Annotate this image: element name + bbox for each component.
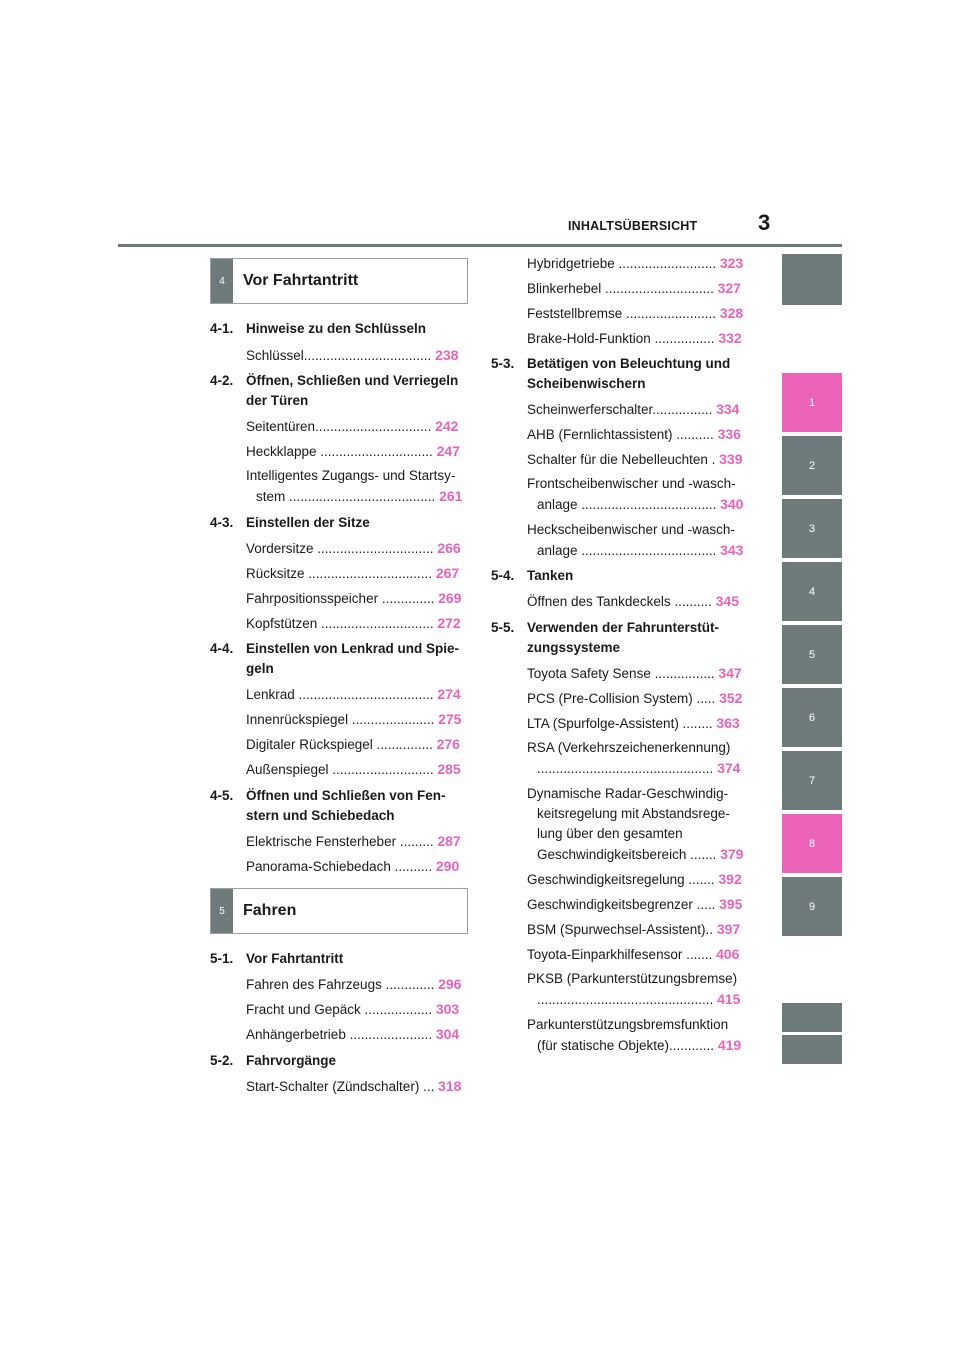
toc-entry[interactable] [246,564,459,583]
toc-entry-line[interactable]: Heckscheibenwischer und -wasch- [527,522,735,537]
toc-entry-page[interactable]: 379 [720,846,744,862]
toc-entry-line[interactable]: lung über den gesamten [537,826,683,841]
toc-heading-continuation: stern und Schiebedach [246,808,395,823]
toc-entry-line[interactable]: RSA (Verkehrszeichenerkennung) [527,740,731,755]
toc-entry-page[interactable]: 238 [435,347,459,363]
toc-heading-number: 5-2. [210,1053,234,1068]
toc-entry-page[interactable]: 340 [720,496,744,512]
toc-entry[interactable] [246,685,461,704]
toc-entry-text: ............................................... [537,761,714,776]
toc-entry-line[interactable]: Parkunterstützungsbremsfunktion [527,1017,729,1032]
toc-heading-number: 5-4. [491,568,515,583]
toc-heading-number: 4-3. [210,515,234,530]
toc-entry[interactable] [537,759,740,778]
chapter-tab-blank-top[interactable] [782,254,842,305]
toc-heading-title: Fahrvorgänge [246,1053,337,1068]
toc-heading-title: Vor Fahrtantritt [246,951,344,966]
toc-entry-text: Toyota Safety Sense ................ [527,666,715,681]
toc-entry[interactable] [246,832,461,851]
toc-heading-number: 4-5. [210,788,234,803]
toc-entry[interactable] [527,592,739,611]
toc-entry[interactable] [246,589,461,608]
toc-entry-text: anlage .................................... [537,497,717,512]
toc-heading-continuation: Scheibenwischern [527,376,646,391]
chapter-tab-2[interactable]: 2 [782,436,842,495]
toc-entry-text: Fahren des Fahrzeugs ............. [246,977,435,992]
toc-entry-page[interactable]: 318 [438,1078,462,1094]
toc-heading-title: Einstellen der Sitze [246,515,370,530]
toc-entry[interactable] [527,714,740,733]
toc-entry[interactable] [246,857,459,876]
toc-entry-text: Toyota-Einparkhilfesensor ....... [527,947,713,962]
toc-entry-page[interactable]: 336 [717,426,741,442]
toc-entry-page[interactable]: 266 [437,540,461,556]
chapter-tab-9[interactable]: 9 [782,877,842,936]
toc-entry-text: Feststellbremse ........................ [527,306,717,321]
chapter-tab-blank-bottom-1[interactable] [782,1003,842,1032]
toc-entry-text: Hybridgetriebe .......................... [527,256,717,271]
toc-entry-page[interactable]: 406 [716,946,740,962]
toc-entry-text: Lenkrad .................................... [246,687,434,702]
toc-entry[interactable] [246,417,458,436]
toc-entry-page[interactable]: 374 [717,760,741,776]
toc-entry-text: Fahrpositionsspeicher .............. [246,591,435,606]
toc-entry[interactable] [527,450,743,469]
section-title: Vor Fahrtantritt [243,272,359,289]
toc-entry[interactable] [246,1077,461,1096]
toc-entry-page[interactable]: 296 [438,976,462,992]
toc-entry-page[interactable]: 303 [435,1001,460,1017]
toc-entry-text: Anhängerbetrieb ...................... [246,1027,433,1042]
toc-entry-page[interactable]: 332 [718,330,742,346]
toc-entry[interactable] [527,945,739,964]
toc-entry-page[interactable]: 415 [717,991,741,1007]
toc-heading-continuation: zungssysteme [527,640,621,655]
toc-entry-text: Geschwindigkeitsbereich ....... [537,847,717,862]
toc-entry-text: PCS (Pre-Collision System) ..... [527,691,716,706]
toc-entry-page[interactable]: 327 [717,280,741,296]
toc-heading-5-5[interactable] [491,619,719,637]
toc-entry-text: Vordersitze ............................... [246,541,434,556]
toc-entry[interactable] [527,254,743,273]
toc-entry-line[interactable]: PKSB (Parkunterstützungsbremse) [527,971,738,986]
toc-entry-page[interactable]: 339 [719,451,743,467]
toc-entry-page[interactable]: 347 [718,665,742,681]
toc-entry-line[interactable]: Intelligentes Zugangs- und Startsy- [246,468,456,483]
toc-entry-line[interactable]: Dynamische Radar-Geschwindig- [527,786,729,801]
toc-heading-5-4[interactable] [491,567,573,585]
toc-entry[interactable] [527,689,742,708]
toc-heading-number: 5-5. [491,620,515,635]
toc-entry[interactable] [246,539,461,558]
toc-heading-continuation: der Türen [246,393,309,408]
toc-entry-page[interactable]: 345 [715,593,739,609]
toc-heading-5-3[interactable] [491,355,730,373]
toc-entry[interactable] [527,279,741,298]
toc-entry-page[interactable]: 323 [719,255,744,271]
toc-entry[interactable] [246,1000,459,1019]
toc-heading-title: Öffnen und Schließen von Fen- [246,788,446,803]
toc-entry-text: Brake-Hold-Funktion ................ [527,331,715,346]
toc-entry[interactable] [246,975,461,994]
toc-heading-title: Einstellen von Lenkrad und Spie- [246,641,460,656]
chapter-tab-8[interactable]: 8 [782,814,842,873]
toc-entry-text: Kopfstützen .............................. [246,616,434,631]
page-number: 3 [758,210,771,235]
toc-heading-number: 4-2. [210,373,234,388]
toc-entry-page[interactable]: 242 [435,418,459,434]
toc-entry[interactable] [246,760,461,779]
chapter-tab-5[interactable]: 5 [782,625,842,684]
toc-entry[interactable] [246,442,460,461]
chapter-tab-7[interactable]: 7 [782,751,842,810]
toc-entry-text: Seitentüren............................... [246,419,432,434]
toc-entry-text: Heckklappe .............................. [246,444,433,459]
toc-entry[interactable] [246,346,458,365]
toc-entry-page[interactable]: 269 [438,590,462,606]
toc-heading-4-2[interactable] [210,372,458,390]
toc-entry-text: Außenspiegel ........................... [246,762,434,777]
toc-heading-4-5[interactable] [210,787,446,805]
toc-entry-page[interactable]: 261 [439,488,463,504]
toc-entry-page[interactable]: 272 [437,615,461,631]
toc-entry[interactable] [537,495,743,514]
toc-entry-text: Panorama-Schiebedach .......... [246,859,433,874]
toc-heading-title: Tanken [527,568,574,583]
toc-entry[interactable] [246,735,460,754]
toc-entry[interactable] [527,895,742,914]
toc-entry-page[interactable]: 276 [436,736,460,752]
toc-entry-text: (für statische Objekte)............ [537,1038,715,1053]
toc-entry-text: Innenrückspiegel ...................... [246,712,435,727]
toc-entry-text: LTA (Spurfolge-Assistent) ........ [527,716,713,731]
toc-entry[interactable] [246,1025,459,1044]
toc-entry-text: Digitaler Rückspiegel ............... [246,737,433,752]
toc-heading-title: Öffnen, Schließen und Verriegeln [246,373,459,388]
header-divider [118,244,842,247]
toc-entry-page[interactable]: 328 [719,305,744,321]
chapter-tab-6[interactable]: 6 [782,688,842,747]
toc-entry-text: Start-Schalter (Zündschalter) ... [246,1079,435,1094]
section-title: Fahren [243,902,297,919]
toc-entry-page[interactable]: 267 [435,565,460,581]
toc-entry-page[interactable]: 247 [436,443,460,459]
toc-entry[interactable] [537,541,743,560]
toc-entry-page[interactable]: 287 [437,833,461,849]
toc-entry-page[interactable]: 290 [435,858,460,874]
toc-entry-text: Rücksitze ................................. [246,566,433,581]
toc-entry-text: Schlüssel.................................. [246,348,432,363]
toc-entry-page[interactable]: 397 [716,921,741,937]
toc-heading-5-2[interactable] [210,1052,336,1070]
toc-entry[interactable] [527,400,739,419]
section-header-5 [210,888,468,934]
chapter-tab-3[interactable]: 3 [782,499,842,558]
section-number: 4 [211,259,233,303]
toc-entry-page[interactable]: 334 [716,401,740,417]
toc-entry-text: AHB (Fernlichtassistent) .......... [527,427,714,442]
toc-entry[interactable] [537,845,743,864]
chapter-tab-blank-bottom-2[interactable] [782,1035,842,1064]
toc-entry-page[interactable]: 274 [437,686,461,702]
toc-entry-text: Öffnen des Tankdeckels .......... [527,594,712,609]
toc-entry[interactable] [246,710,461,729]
chapter-tab-4[interactable]: 4 [782,562,842,621]
header-title: INHALTSÜBERSICHT [568,219,698,233]
toc-entry-page[interactable]: 275 [438,711,462,727]
toc-entry-text: anlage .................................... [537,543,717,558]
toc-entry[interactable] [527,920,740,939]
toc-entry[interactable] [527,664,742,683]
toc-entry[interactable] [527,425,741,444]
toc-entry-line[interactable]: keitsregelung mit Abstandsrege- [537,806,730,821]
toc-entry[interactable] [527,870,742,889]
toc-entry-page[interactable]: 392 [718,871,742,887]
toc-entry-page[interactable]: 363 [716,715,740,731]
section-number: 5 [211,889,233,933]
toc-entry[interactable] [527,304,743,323]
toc-heading-4-3[interactable] [210,514,370,532]
toc-entry-text: Elektrische Fensterheber ......... [246,834,434,849]
toc-entry-text: Geschwindigkeitsregelung ....... [527,872,715,887]
toc-heading-5-1[interactable] [210,950,343,968]
toc-entry-page[interactable]: 419 [717,1037,742,1053]
toc-heading-continuation: geln [246,661,274,676]
toc-entry-page[interactable]: 352 [719,690,743,706]
toc-entry[interactable] [537,990,740,1009]
toc-entry[interactable] [256,487,462,506]
toc-heading-number: 5-1. [210,951,234,966]
chapter-tab-1[interactable]: 1 [782,373,842,432]
toc-heading-4-4[interactable] [210,640,459,658]
section-header-4 [210,258,468,304]
toc-entry-text: Geschwindigkeitsbegrenzer ..... [527,897,716,912]
toc-entry-text: ............................................... [537,992,714,1007]
toc-heading-title: Verwenden der Fahrunterstüt- [527,620,720,635]
toc-entry-page[interactable]: 304 [435,1026,460,1042]
toc-heading-title: Betätigen von Beleuchtung und [527,356,731,371]
toc-heading-4-1[interactable] [210,320,426,338]
toc-entry-page[interactable]: 343 [720,542,744,558]
toc-heading-title: Hinweise zu den Schlüsseln [246,321,427,336]
toc-entry-page[interactable]: 285 [437,761,461,777]
toc-entry-text: Scheinwerferschalter................ [527,402,713,417]
toc-heading-number: 4-4. [210,641,234,656]
toc-entry[interactable] [246,614,461,633]
toc-entry-text: stem ....................................... [256,489,436,504]
toc-heading-number: 5-3. [491,356,515,371]
toc-entry-line[interactable]: Frontscheibenwischer und -wasch- [527,476,736,491]
toc-entry-text: BSM (Spurwechsel-Assistent).. [527,922,714,937]
toc-entry-text: Schalter für die Nebelleuchten . [527,452,716,467]
toc-entry-text: Fracht und Gepäck .................. [246,1002,433,1017]
toc-entry-text: Blinkerhebel ............................. [527,281,714,296]
toc-entry[interactable] [527,329,742,348]
toc-heading-number: 4-1. [210,321,234,336]
toc-entry[interactable] [537,1036,741,1055]
toc-entry-page[interactable]: 395 [719,896,743,912]
